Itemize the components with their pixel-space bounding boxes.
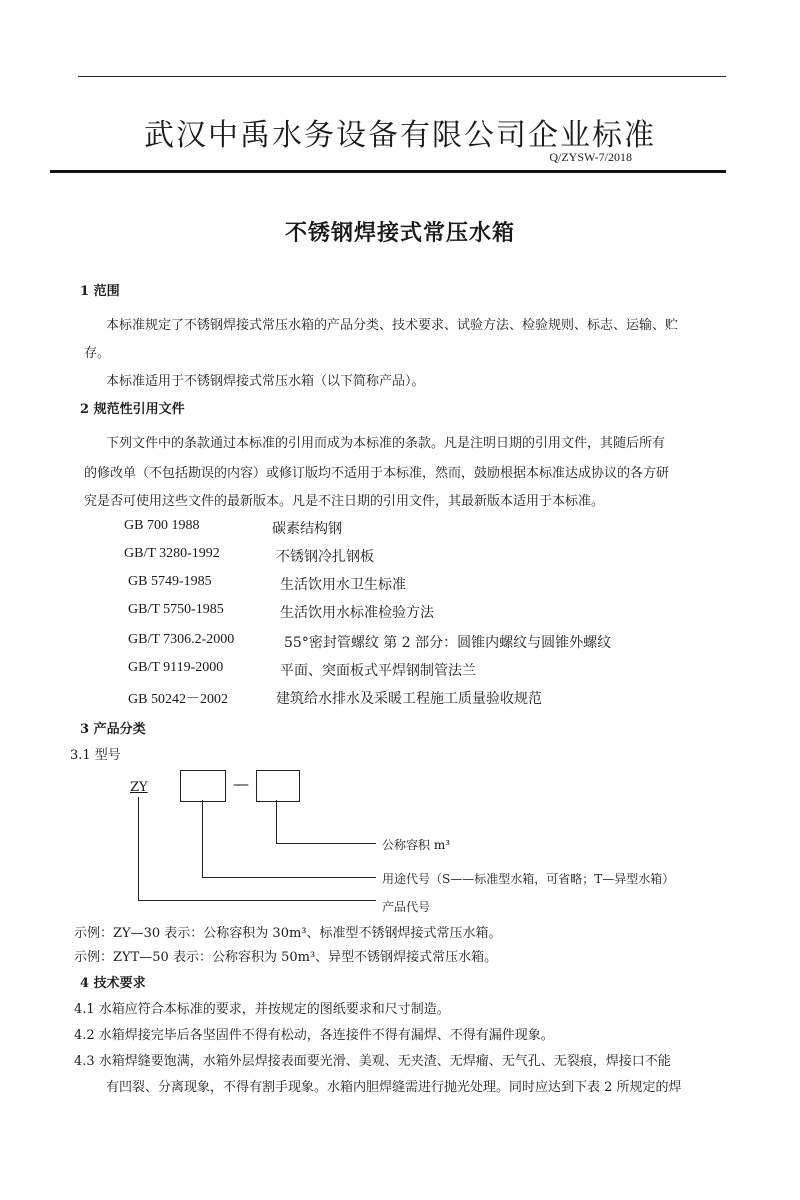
volume-box [256, 770, 300, 802]
reference-title: 建筑给水排水及采暖工程施工质量验收规范 [276, 691, 542, 707]
reference-title: 不锈钢冷扎钢板 [276, 549, 374, 565]
section-4-heading: 4 技术要求 [80, 976, 146, 991]
header-top-rule [78, 76, 726, 77]
item-4-1: 4.1 水箱应符合本标准的要求，并按规定的图纸要求和尺寸制造。 [74, 1002, 450, 1017]
model-prefix: ZY [130, 780, 148, 795]
header-bottom-rule [50, 170, 726, 173]
use-code-box [180, 770, 226, 802]
reference-title: 55°密封管螺纹 第 2 部分：圆锥内螺纹与圆锥外螺纹 [284, 635, 612, 651]
reference-code: GB/T 5750-1985 [128, 602, 224, 617]
document-title: 不锈钢焊接式常压水箱 [284, 221, 515, 246]
item-4-3-line-2: 有凹裂、分离现象，不得有割手现象。水箱内胆焊缝需进行抛光处理。同时应达到下表 2 所规定的焊 [106, 1080, 682, 1095]
section-2-heading: 2 规范性引用文件 [80, 402, 185, 417]
reference-title: 生活饮用水卫生标准 [280, 577, 406, 593]
product-leader-horizontal [138, 900, 376, 901]
use-leader-horizontal [202, 877, 376, 878]
section-1-para-1-line-1: 本标准规定了不锈钢焊接式常压水箱的产品分类、技术要求、试验方法、检验规则、标志、运输、贮 [106, 318, 679, 333]
section-2-para-line-2: 的修改单（不包括勘误的内容）或修订版均不适用于本标准，然而，鼓励根据本标准达成协议的各方研 [84, 466, 670, 481]
reference-code: GB 5749-1985 [128, 574, 212, 589]
section-2-para-line-1: 下列文件中的条款通过本标准的引用而成为本标准的条款。凡是注明日期的引用文件，其随后所有 [106, 436, 666, 451]
section-3-1-heading: 3.1 型号 [70, 748, 121, 763]
use-leader-vertical [202, 800, 203, 878]
reference-code: GB/T 3280-1992 [124, 546, 220, 561]
section-1-heading: 1 范围 [80, 284, 120, 299]
section-2-para-line-3: 究是否可使用这些文件的最新版本。凡是不注日期的引用文件，其最新版本适用于本标准。 [84, 494, 605, 509]
volume-leader-horizontal [276, 843, 376, 844]
reference-title: 平面、突面板式平焊钢制管法兰 [280, 663, 476, 679]
reference-code: GB/T 7306.2-2000 [128, 632, 235, 647]
reference-title: 碳素结构钢 [272, 521, 342, 537]
section-3-heading: 3 产品分类 [80, 722, 146, 737]
reference-code: GB/T 9119-2000 [128, 660, 224, 675]
product-code-label: 产品代号 [382, 900, 431, 914]
example-2: 示例：ZYT—50 表示：公称容积为 50m³、异型不锈钢焊接式常压水箱。 [74, 950, 498, 965]
product-leader-vertical [138, 797, 139, 901]
reference-title: 生活饮用水标准检验方法 [280, 605, 434, 621]
section-1-para-1-line-2: 存。 [84, 346, 111, 361]
reference-code: GB 50242－2002 [128, 692, 228, 707]
example-1: 示例：ZY—30 表示：公称容积为 30m³、标准型不锈钢焊接式常压水箱。 [74, 926, 502, 941]
model-dash: — [233, 774, 249, 793]
organization-standard-title: 武汉中禹水务设备有限公司企业标准 [144, 118, 656, 153]
item-4-3-line-1: 4.3 水箱焊缝要饱满，水箱外层焊接表面要光滑、美观、无夹渣、无焊瘤、无气孔、无裂痕，焊接口不能 [74, 1054, 671, 1069]
item-4-2: 4.2 水箱焊接完毕后各坚固件不得有松动，各连接件不得有漏焊、不得有漏件现象。 [74, 1028, 554, 1043]
volume-leader-vertical [276, 800, 277, 844]
use-code-label: 用途代号（S——标准型水箱，可省略；T—异型水箱） [382, 872, 675, 886]
reference-code: GB 700 1988 [124, 518, 200, 533]
volume-label: 公称容积 m³ [382, 838, 451, 852]
section-1-para-2: 本标准适用于不锈钢焊接式常压水箱（以下简称产品）。 [106, 374, 425, 389]
standard-number: Q/ZYSW-7/2018 [549, 150, 632, 164]
